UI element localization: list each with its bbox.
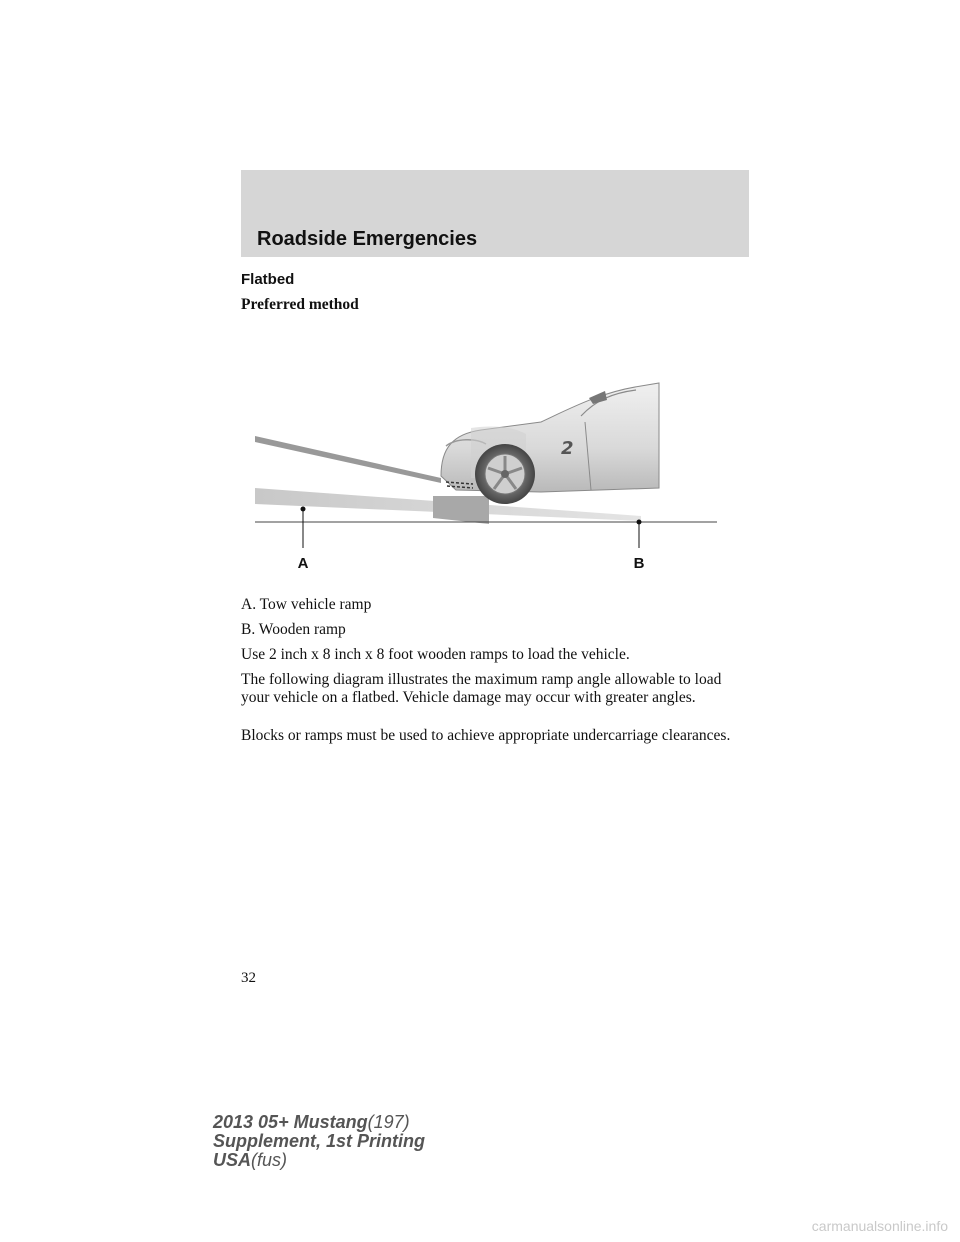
heading-flatbed: Flatbed [241, 271, 295, 288]
legend-item-a: A. Tow vehicle ramp [241, 596, 372, 613]
page-number: 32 [241, 970, 256, 986]
footer-line-3 [213, 1151, 425, 1170]
footer-market-code: (fus) [251, 1150, 288, 1170]
paragraph-ramps: Use 2 inch x 8 inch x 8 foot wooden ramps to load the vehicle. [241, 646, 630, 663]
vehicle-drawing [441, 383, 659, 504]
footer-line-1 [213, 1113, 425, 1132]
footer-model: 2013 05+ Mustang [213, 1112, 368, 1132]
callout-label-b: B [633, 555, 645, 572]
section-header-band [241, 170, 749, 257]
section-title: Roadside Emergencies [257, 228, 478, 250]
subheading-preferred-method: Preferred method [241, 296, 359, 313]
legend-item-b: B. Wooden ramp [241, 621, 346, 638]
flatbed-ramp-illustration [241, 378, 721, 578]
tow-vehicle-ramp [255, 436, 441, 483]
footer-market: USA [213, 1150, 252, 1170]
paragraph-clearance: Blocks or ramps must be used to achieve appropriate undercarriage clearances. [241, 727, 731, 744]
wooden-block [433, 496, 489, 524]
footer-code: (197) [367, 1112, 410, 1132]
watermark: carmanualsonline.info [811, 1218, 948, 1234]
print-footer [213, 1113, 425, 1170]
paragraph-ramp-angle: The following diagram illustrates the maximum ramp angle allowable to load your vehicle on a flatbed. Vehicle damage may occur with greater angles. [241, 671, 722, 706]
callout-label-a: A [297, 555, 309, 572]
vehicle-number-label: 2 [561, 438, 574, 459]
footer-line-2: Supplement, 1st Printing [213, 1131, 426, 1151]
